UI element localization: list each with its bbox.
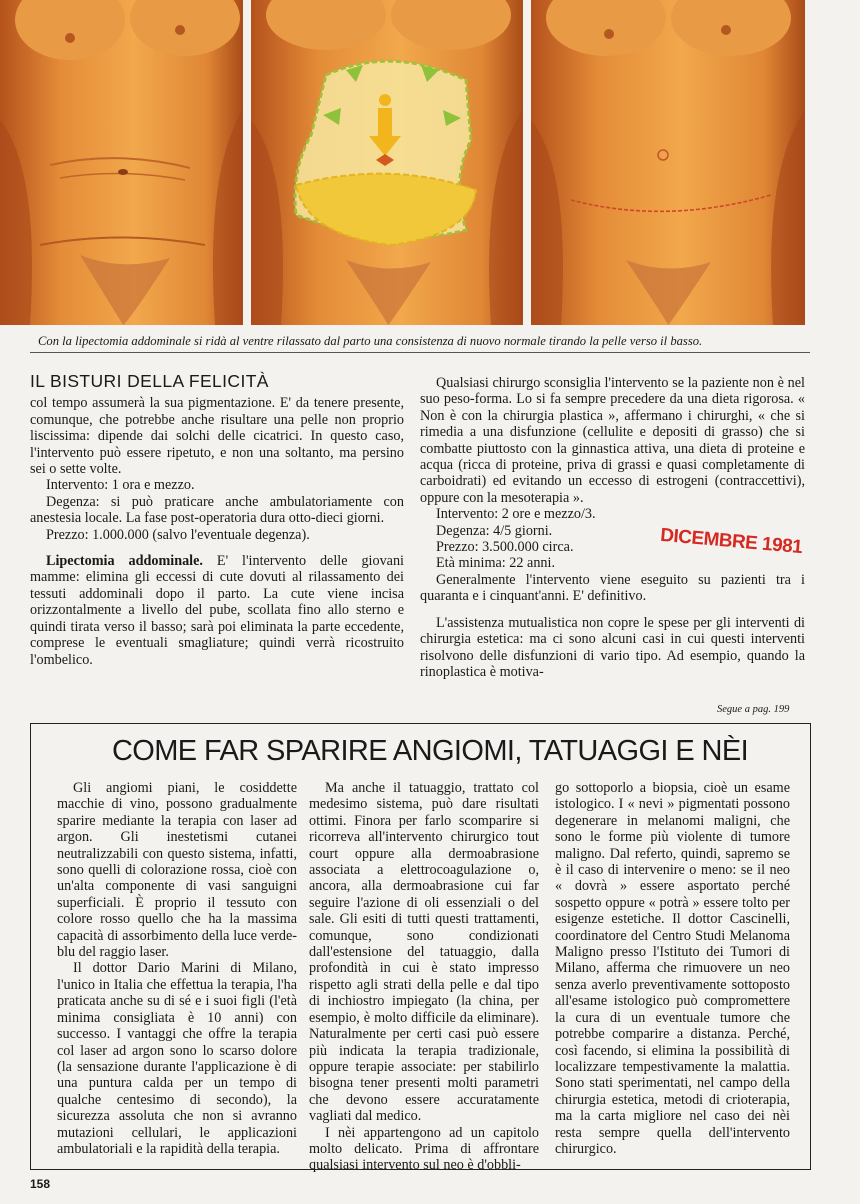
paragraph: col tempo assumerà la sua pigmentazione. E' da tenere presente, comunque, che potrebbe anche risultare una pelle non proprio liscissima: dipende dai solchi delle cicatrici. In questo caso, l'intervento può essere ripetuto, e non una soltanto, ma persino sei o sette volte. [30,395,404,478]
caption-divider [30,352,810,353]
lipectomy-heading: Lipectomia addominale. [46,553,203,570]
paragraph-lipectomy [30,553,404,668]
paragraph: I nèi appartengono ad un capitolo molto delicato. Prima di affrontare qualsiasi intervento sul neo è d'obbli- [309,1124,539,1174]
torso-before-illustration [0,0,243,325]
torso-after-illustration [531,0,805,325]
torso-procedure-icon [251,0,523,325]
continued-note: Segue a pag. 199 [717,704,790,715]
paragraph: Ma anche il tatuaggio, trattato col medesimo sistema, può dare risultati ottimi. Finora per farlo scomparire si ricorreva all'intervento chirurgico tout court oppure alla dermoabrasione associata a elettrocoagulazione o, ancora, alla dermoabrasione cui far seguire l'azione di oli essenziali o del sale. Gli esiti di tutti questi trattamenti, comunque, sono condizionati dall'estensione del tatuaggio, dalla profondità in cui è stato impresso rispetto agli strati della pelle e dal tipo di inchiostro impiegato (la china, per esempio, è molto difficile da eliminare). Naturalmente per certi casi può essere più indicata la terapia tradizionale, oppure terapie associate: per stabilirlo bisogna tener presenti molti parametri che devono essere accuratamente vagliati dal medico. [309,780,539,1125]
figure-caption: Con la lipectomia addominale si ridà al ventre rilassato dal parto una consistenza di nuovo normale tirando la pelle verso il basso. [38,334,703,348]
stat-line: Degenza: 4/5 giorni. [436,522,553,539]
paragraph: L'assistenza mutualistica non copre le spese per gli interventi di chirurgia estetica: ma ci sono alcuni casi in cui questi interventi risolvono delle disfunzioni di vario tipo. Ad esempio, quando la rinoplastica è motiva- [420,614,805,680]
box-title: COME FAR SPARIRE ANGIOMI, TATUAGGI E NÈI [111,735,749,767]
box-column-2 [309,780,539,1174]
stat-line: Intervento: 2 ore e mezzo/3. [436,506,596,523]
torso-before-icon [0,0,243,325]
torso-procedure-illustration [251,0,523,325]
paragraph: Qualsiasi chirurgo sconsiglia l'intervento se la paziente non è nel suo peso-forma. Lo si fa sempre precedere da una dieta rigorosa. « Non è con la chirurgia plastica », affermano i chirurghi, « che si rimedia a una disfunzione (cellulite e depositi di grasso) che si combatte piuttosto con la ginnastica attiva, una dieta di proteine e acqua (ricca di proteine, priva di grassi e quasi completamente di carboidrati) ed evitando un eccesso di estrogeni (contraccettivi), oppure con la mesoterapia ». [420,375,805,506]
box-column-1 [57,780,297,1157]
torso-after-icon [531,0,805,325]
paragraph: Intervento: 1 ora e mezzo. [46,477,195,494]
article-right-column [420,375,805,680]
paragraph: Generalmente l'intervento viene eseguito su pazienti tra i quaranta e i cinquant'anni. E' definitivo. [420,571,805,605]
article-left-column [30,373,404,668]
paragraph: go sottoporlo a biopsia, cioè un esame istologico. I « nevi » pigmentati possono degenerare in melanomi maligni, che sono le forme più violente di tumore maligno. Dal referto, quindi, sapremo se è il caso di intervenire o meno: se il neo « dovrà » essere asportato perché sospetto oppure « potrà » essere tolto per esigenze estetiche. Il dottor Cascinelli, coordinatore del Centro Studi Melanoma Maligno presso l'Istituto dei Tumori di Milano, afferma che rimuovere un neo senza averlo preventivamente sottoposto all'esame istologico può compromettere la cura di un eventuale tumore che potrebbe comparire a distanza. Perché, così facendo, si elimina la possibilità di localizzare tempestivamente la malattia. Sono stati sperimentati, nel campo della chirurgia estetica, metodi di crioterapia, ma la carta migliore nel caso dei nèi resta sempre quella dell'intervento chirurgico. [555,780,790,1157]
section-title: IL BISTURI DELLA FELICITÀ [30,371,269,391]
paragraph: Degenza: si può praticare anche ambulatoriamente con anestesia locale. La fase post-operatoria dura otto-dieci giorni. [30,493,404,527]
paragraph: Il dottor Dario Marini di Milano, l'unico in Italia che effettua la terapia, l'ha praticata anche su di sé e i suoi figli (l'età minima consigliata è 10 anni) con successo. I vantaggi che offre la terapia col laser ad argon sono lo scarso dolore (la sensazione durante l'applicazione è di una puntura calda per un tempo di qualche centesimo di secondo), la sicurezza assoluta che non si avranno mutazioni cellulari, le applicazioni ambulatoriali e la rapidità della terapia. [57,960,297,1157]
paragraph: Gli angiomi piani, le cosiddette macchie di vino, possono gradualmente sparire mediante la terapia con laser ad argon. Gli inestetismi cutanei neutralizzabili con questo sistema, infatti, sono quelli di colorazione rossa, cioè con un'alta componente di vasi sanguigni superficiali. È proprio il tessuto con colore rosso quello che ha la massima capacità di assorbimento della luce verde-blu del raggio laser. [57,780,297,961]
page-number: 158 [30,1177,51,1191]
box-column-3 [555,780,790,1157]
lipectomy-text: E' l'intervento delle giovani mamme: elimina gli eccessi di cute dovuti al rilassamento dei tessuti addominali dopo il parto. La cute viene incisa orizzontalmente a livello del pube, scollata fino allo sterno e quindi tirata verso il basso; sarà poi eliminata la parte eccedente, comprese le eventuali smagliature; quindi verrà ricostruito l'ombelico. [30,553,405,668]
stat-line: Età minima: 22 anni. [436,555,555,572]
stat-line: Prezzo: 3.500.000 circa. [436,539,574,556]
paragraph: Prezzo: 1.000.000 (salvo l'eventuale degenza). [46,526,310,543]
date-stamp: DICEMBRE 1981 [659,524,804,559]
